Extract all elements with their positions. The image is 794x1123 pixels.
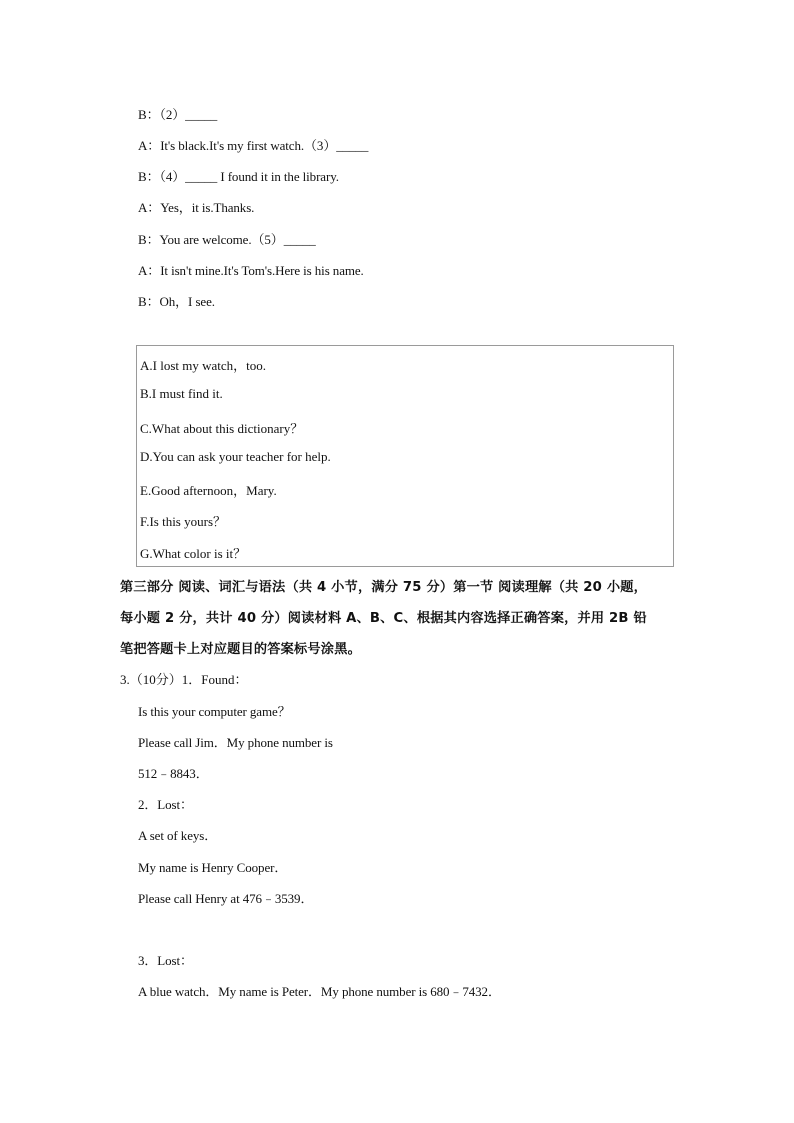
section-heading-line: 笔把答题卡上对应题目的答案标号涂黑。 <box>120 642 361 657</box>
question-line: A set of keys． <box>138 828 218 843</box>
question-line: Please call Henry at 476﹣3539． <box>138 891 314 906</box>
section-heading-line: 每小题 2 分，共计 40 分）阅读材料 A、B、C、根据其内容选择正确答案，并用 2B 铅 <box>120 611 647 626</box>
question-line: Is this your computer game？ <box>138 704 291 719</box>
section-heading-line: 第三部分 阅读、词汇与语法（共 4 小节，满分 75 分）第一节 阅读理解（共 20 小题， <box>120 580 647 595</box>
question-number-line: 3.（10分）1．Found： <box>120 672 248 687</box>
question-line: 2．Lost： <box>138 797 193 812</box>
question-line: A blue watch．My name is Peter．My phone number is 680﹣7432． <box>138 984 501 999</box>
dialog-line: B：（4）_____ I found it in the library. <box>138 169 339 184</box>
question-line: 512﹣8843． <box>138 766 209 781</box>
option-e: E.Good afternoon，Mary. <box>140 483 277 498</box>
dialog-line: B：（2）_____ <box>138 107 218 122</box>
option-d: D.You can ask your teacher for help. <box>140 449 331 464</box>
question-line: 3．Lost： <box>138 953 193 968</box>
dialog-line: A：It's black.It's my first watch.（3）_____ <box>138 138 369 153</box>
dialog-line: A：It isn't mine.It's Tom's.Here is his name. <box>138 263 364 278</box>
option-c: C.What about this dictionary？ <box>140 421 304 436</box>
option-b: B.I must find it. <box>140 386 223 401</box>
dialog-line: B：You are welcome.（5）_____ <box>138 232 316 247</box>
question-line: My name is Henry Cooper． <box>138 860 288 875</box>
question-line: Please call Jim．My phone number is <box>138 735 333 750</box>
option-a: A.I lost my watch，too. <box>140 358 267 373</box>
option-f: F.Is this yours？ <box>140 514 226 529</box>
option-g: G.What color is it？ <box>140 546 247 561</box>
dialog-line: A：Yes，it is.Thanks. <box>138 200 255 215</box>
dialog-line: B：Oh，I see. <box>138 294 215 309</box>
options-box <box>136 345 674 567</box>
